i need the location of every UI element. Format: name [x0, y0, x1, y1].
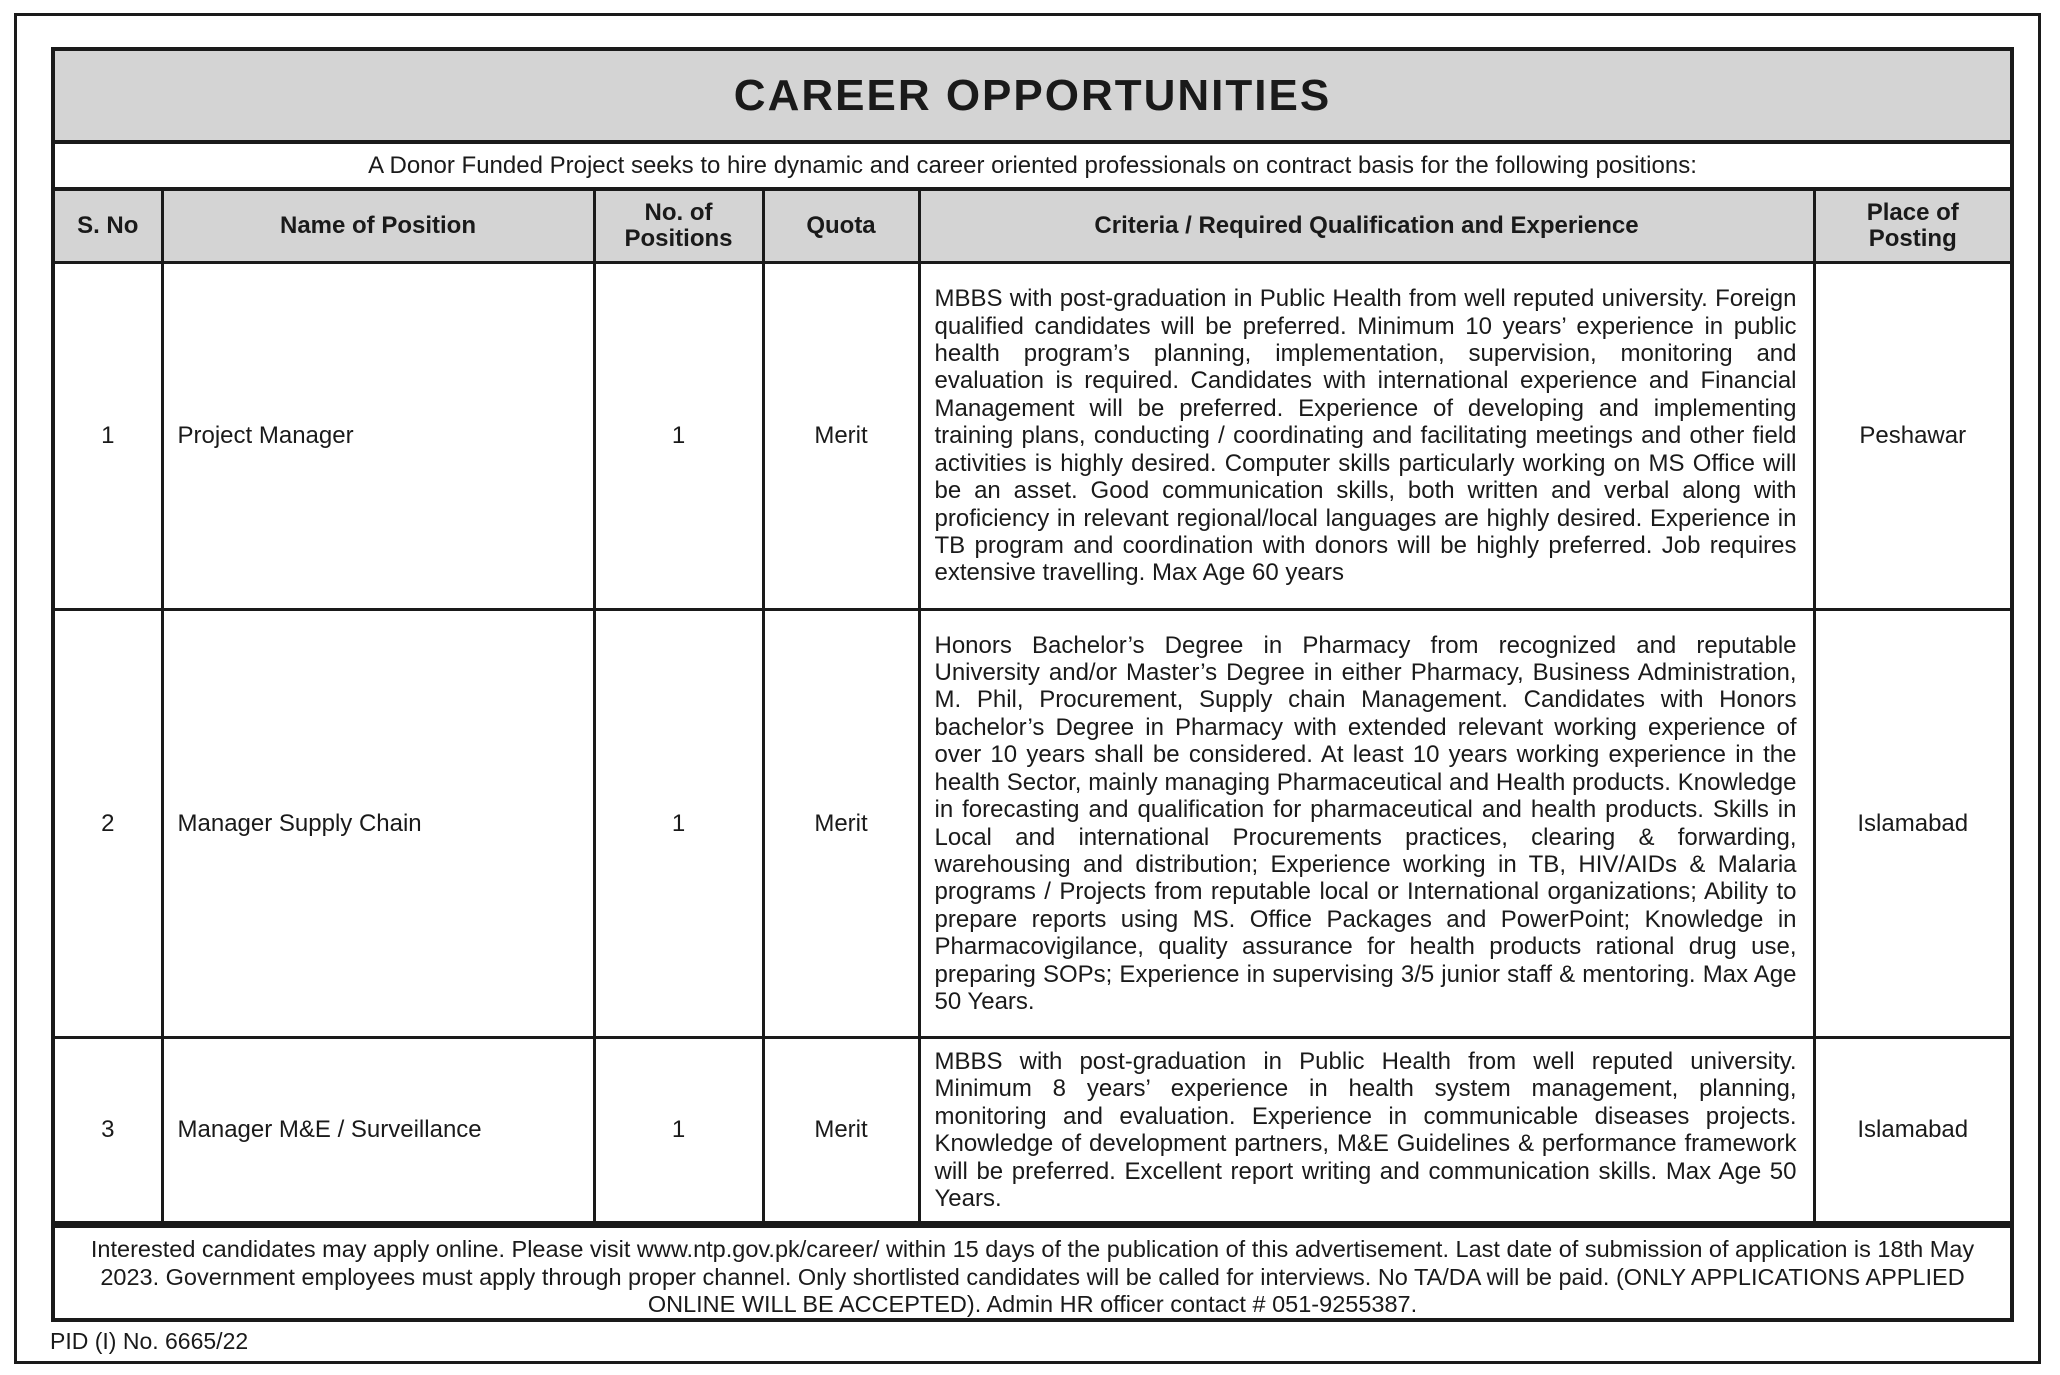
- header-sno: S. No: [55, 191, 162, 263]
- row-quota: Merit: [763, 610, 919, 1038]
- ad-intro: A Donor Funded Project seeks to hire dynamic and career oriented professionals on contract basis for the following positions:: [55, 144, 2010, 191]
- row-count: 1: [594, 263, 763, 610]
- row-sno: 1: [55, 263, 162, 610]
- row-posting: Peshawar: [1814, 263, 2010, 610]
- row-quota: Merit: [763, 1038, 919, 1223]
- row-criteria: MBBS with post-graduation in Public Health from well reputed university. Foreign qualified candidates will be preferred. Minimum 10 years’ experience in public health program’s planning, implementation, supervision, monitoring and evaluation is required. Candidates with international experience and Financial Management will be preferred. Experience of developing and implementing training plans, conducting / coordinating and facilitating meetings and other field activities is highly desired. Computer skills particularly working on MS Office will be an asset. Good communication skills, both written and verbal along with proficiency in relevant regional/local languages are highly desired. Experience in TB program and coordination with donors will be highly preferred. Job requires extensive travelling. Max Age 60 years: [919, 263, 1814, 610]
- row-position: Manager M&E / Surveillance: [162, 1038, 594, 1223]
- row-criteria: MBBS with post-graduation in Public Health from well reputed university. Minimum 8 years’ experience in health system management, planning, monitoring and evaluation. Experience in communicable diseases projects. Knowledge of development partners, M&E Guidelines & performance framework will be preferred. Excellent report writing and communication skills. Max Age 50 Years.: [919, 1038, 1814, 1223]
- row-count: 1: [594, 610, 763, 1038]
- career-advertisement: [51, 47, 2014, 1322]
- row-sno: 3: [55, 1038, 162, 1223]
- application-instructions: Interested candidates may apply online. Please visit www.ntp.gov.pk/career/ within 15 days of the publication of this advertisement. Last date of submission of application is 18th May 2023. Government employees must apply through proper channel. Only shortlisted candidates will be called for interviews. No TA/DA will be paid. (ONLY APPLICATIONS APPLIED ONLINE WILL BE ACCEPTED). Admin HR officer contact # 051-9255387.: [55, 1224, 2010, 1324]
- row-posting: Islamabad: [1814, 1038, 2010, 1223]
- row-position: Project Manager: [162, 263, 594, 610]
- table-row: [55, 263, 2010, 610]
- row-sno: 2: [55, 610, 162, 1038]
- row-position: Manager Supply Chain: [162, 610, 594, 1038]
- row-count: 1: [594, 1038, 763, 1223]
- row-quota: Merit: [763, 263, 919, 610]
- header-quota: Quota: [763, 191, 919, 263]
- table-row: [55, 1038, 2010, 1223]
- ad-title: CAREER OPPORTUNITIES: [55, 51, 2010, 144]
- row-criteria: Honors Bachelor’s Degree in Pharmacy from recognized and reputable University and/or Master’s Degree in either Pharmacy, Business Administration, M. Phil, Procurement, Supply chain Management. Candidates with Honors bachelor’s Degree in Pharmacy with extended relevant working experience of over 10 years shall be considered. At least 10 years working experience in the health Sector, mainly managing Pharmaceutical and Health products. Knowledge in forecasting and qualification for pharmaceutical and health products. Skills in Local and international Procurements practices, clearing & forwarding, warehousing and distribution; Experience working in TB, HIV/AIDs & Malaria programs / Projects from reputable local or International organizations; Ability to prepare reports using MS. Office Packages and PowerPoint; Knowledge in Pharmacovigilance, quality assurance for health products rational drug use, preparing SOPs; Experience in supervising 3/5 junior staff & mentoring. Max Age 50 Years.: [919, 610, 1814, 1038]
- row-posting: Islamabad: [1814, 610, 2010, 1038]
- table-row: [55, 610, 2010, 1038]
- header-position: Name of Position: [162, 191, 594, 263]
- positions-table: [55, 191, 2010, 1224]
- header-posting: Place of Posting: [1814, 191, 2010, 263]
- table-header-row: [55, 191, 2010, 263]
- pid-number: PID (I) No. 6665/22: [50, 1328, 249, 1354]
- header-count: No. of Positions: [594, 191, 763, 263]
- header-criteria: Criteria / Required Qualification and Experience: [919, 191, 1814, 263]
